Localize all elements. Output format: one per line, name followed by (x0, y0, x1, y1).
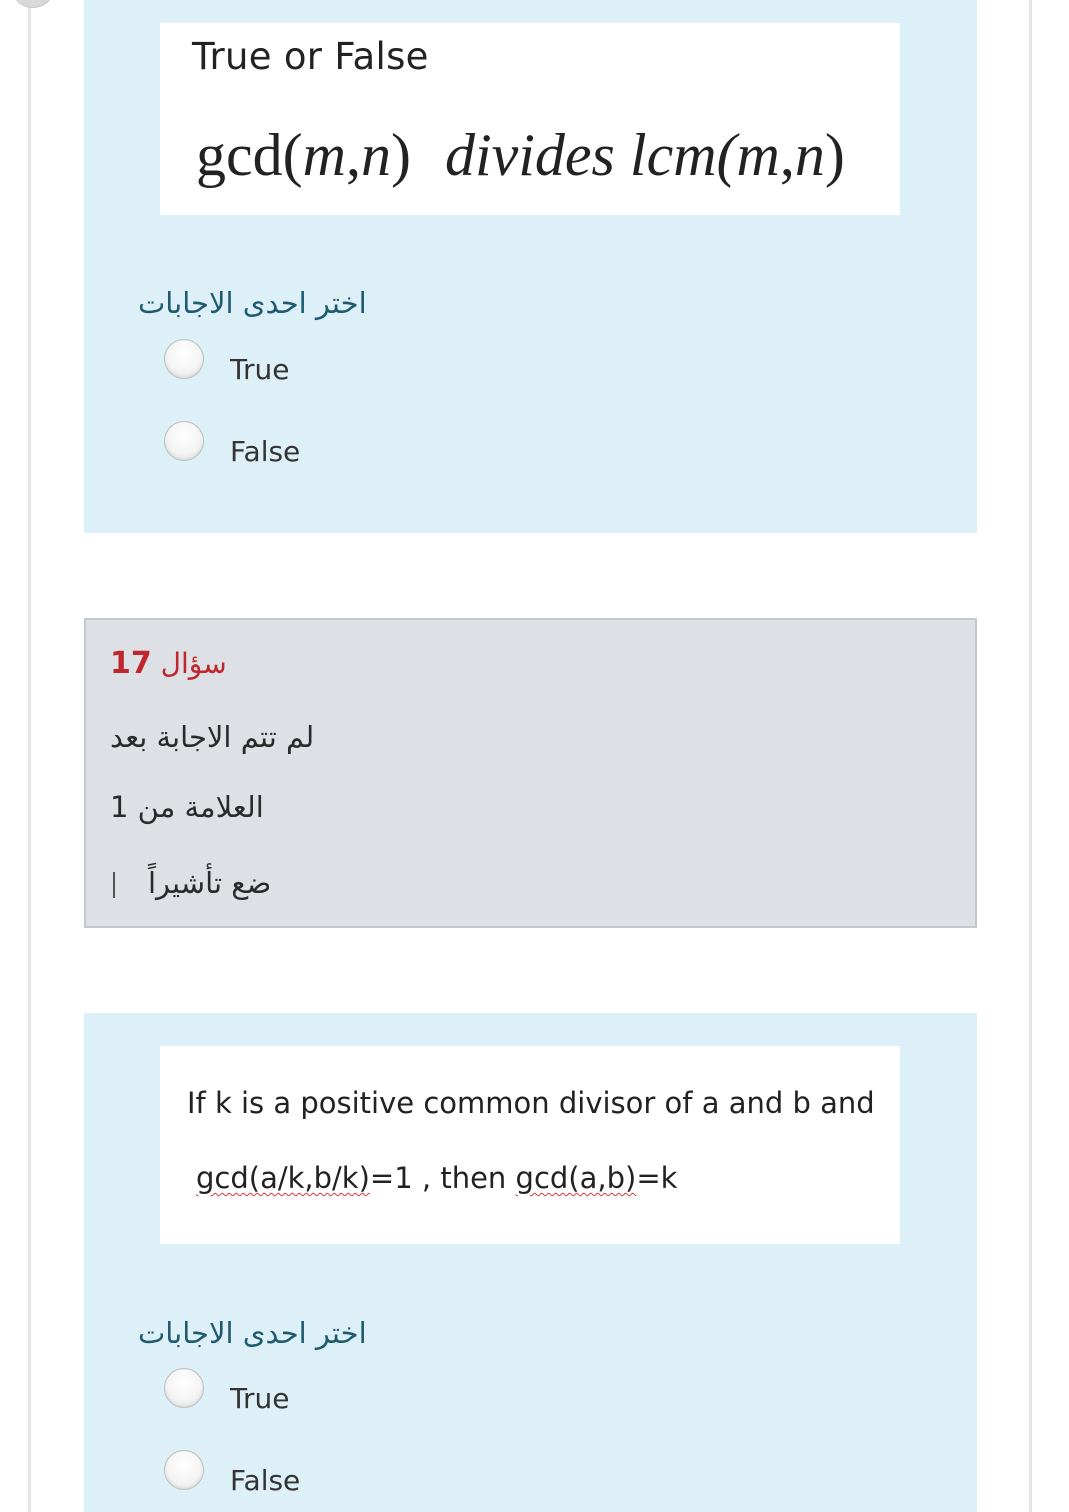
answer-status: لم تتم الاجابة بعد (110, 720, 315, 754)
option-label[interactable]: True (230, 353, 290, 386)
scroll-handle[interactable] (14, 0, 52, 8)
option-label[interactable]: True (230, 1382, 290, 1415)
question-16-option-true[interactable] (164, 339, 464, 386)
question-16-heading: True or False (192, 35, 429, 78)
right-page-rail (1029, 0, 1032, 1512)
question-16-image (160, 23, 900, 215)
left-page-rail (28, 0, 31, 1512)
question-17-text-line2: gcd(a/k,b/k)=1 , then gcd(a,b)=k (196, 1161, 678, 1195)
radio-button[interactable] (164, 339, 204, 379)
flag-question-link[interactable] (110, 866, 271, 900)
question-16-formula: gcd(m,n) divides lcm(m,n) (196, 122, 845, 188)
option-label[interactable]: False (230, 1464, 301, 1497)
radio-button[interactable] (164, 421, 204, 461)
question-number: سؤال 17 (110, 646, 227, 681)
option-label[interactable]: False (230, 435, 301, 468)
question-16-panel (84, 0, 977, 533)
radio-button[interactable] (164, 1368, 204, 1408)
choose-answer-label: اختر احدى الاجابات (138, 1316, 367, 1350)
flag-icon[interactable] (110, 870, 136, 900)
question-17-option-false[interactable] (164, 1450, 464, 1497)
question-17-info (84, 618, 977, 928)
question-17-image (160, 1046, 900, 1244)
question-17-panel (84, 1013, 977, 1512)
choose-answer-label: اختر احدى الاجابات (138, 286, 367, 320)
question-16-option-false[interactable] (164, 421, 464, 468)
question-mark: العلامة من 1 (110, 790, 264, 824)
question-17-option-true[interactable] (164, 1368, 464, 1415)
flag-label[interactable]: ضع تأشيراً (148, 866, 272, 900)
question-17-text-line1: If k is a positive common divisor of a and b and (187, 1086, 875, 1120)
radio-button[interactable] (164, 1450, 204, 1490)
